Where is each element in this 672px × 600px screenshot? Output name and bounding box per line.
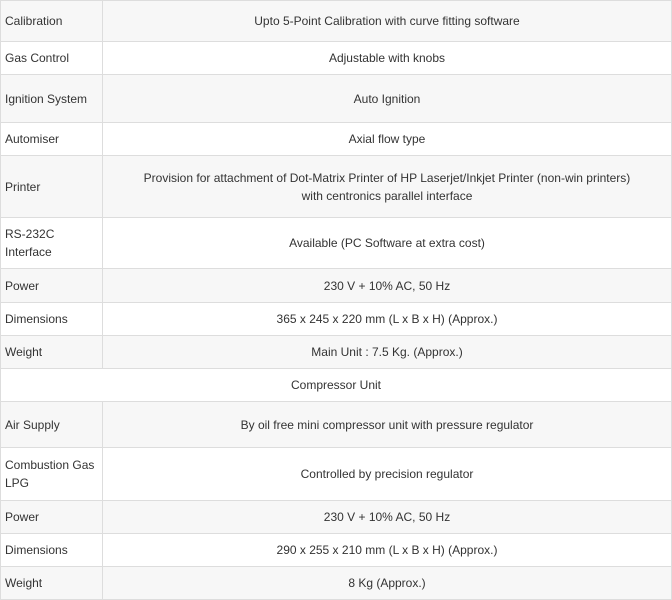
spec-value: Provision for attachment of Dot-Matrix Printer of HP Laserjet/Inkjet Printer (non-win printers) with centronics parallel interface xyxy=(103,156,672,218)
spec-label: Calibration xyxy=(1,1,103,42)
spec-value: 230 V + 10% AC, 50 Hz xyxy=(103,501,672,534)
spec-row-calibration xyxy=(1,1,672,42)
spec-row-power xyxy=(1,269,672,303)
spec-row-combustion-gas xyxy=(1,448,672,501)
spec-label: Weight xyxy=(1,336,103,369)
spec-label: Power xyxy=(1,269,103,303)
spec-value: 365 x 245 x 220 mm (L x B x H) (Approx.) xyxy=(103,303,672,336)
spec-value: Auto Ignition xyxy=(103,75,672,123)
spec-row-compressor-dimensions xyxy=(1,534,672,567)
spec-row-dimensions xyxy=(1,303,672,336)
spec-value: Main Unit : 7.5 Kg. (Approx.) xyxy=(103,336,672,369)
spec-label: Dimensions xyxy=(1,534,103,567)
spec-row-rs232c-interface xyxy=(1,218,672,269)
spec-row-automiser xyxy=(1,123,672,156)
spec-value: Upto 5-Point Calibration with curve fitting software xyxy=(103,1,672,42)
spec-label: Gas Control xyxy=(1,42,103,75)
spec-label: Automiser xyxy=(1,123,103,156)
spec-label: Dimensions xyxy=(1,303,103,336)
spec-row-weight xyxy=(1,336,672,369)
spec-value: By oil free mini compressor unit with pressure regulator xyxy=(103,402,672,448)
section-row-compressor-unit xyxy=(1,369,672,402)
spec-label: Combustion Gas LPG xyxy=(1,448,103,501)
section-title: Compressor Unit xyxy=(1,369,672,402)
spec-label: Ignition System xyxy=(1,75,103,123)
spec-value: Adjustable with knobs xyxy=(103,42,672,75)
spec-value: Available (PC Software at extra cost) xyxy=(103,218,672,269)
spec-label: Air Supply xyxy=(1,402,103,448)
spec-label: Power xyxy=(1,501,103,534)
spec-label: RS-232C Interface xyxy=(1,218,103,269)
spec-value: 8 Kg (Approx.) xyxy=(103,567,672,600)
spec-row-compressor-power xyxy=(1,501,672,534)
spec-value: 230 V + 10% AC, 50 Hz xyxy=(103,269,672,303)
spec-label: Weight xyxy=(1,567,103,600)
spec-label: Printer xyxy=(1,156,103,218)
spec-row-air-supply xyxy=(1,402,672,448)
spec-value: Controlled by precision regulator xyxy=(103,448,672,501)
spec-row-printer xyxy=(1,156,672,218)
spec-row-ignition-system xyxy=(1,75,672,123)
spec-value: 290 x 255 x 210 mm (L x B x H) (Approx.) xyxy=(103,534,672,567)
spec-value: Axial flow type xyxy=(103,123,672,156)
spec-row-gas-control xyxy=(1,42,672,75)
